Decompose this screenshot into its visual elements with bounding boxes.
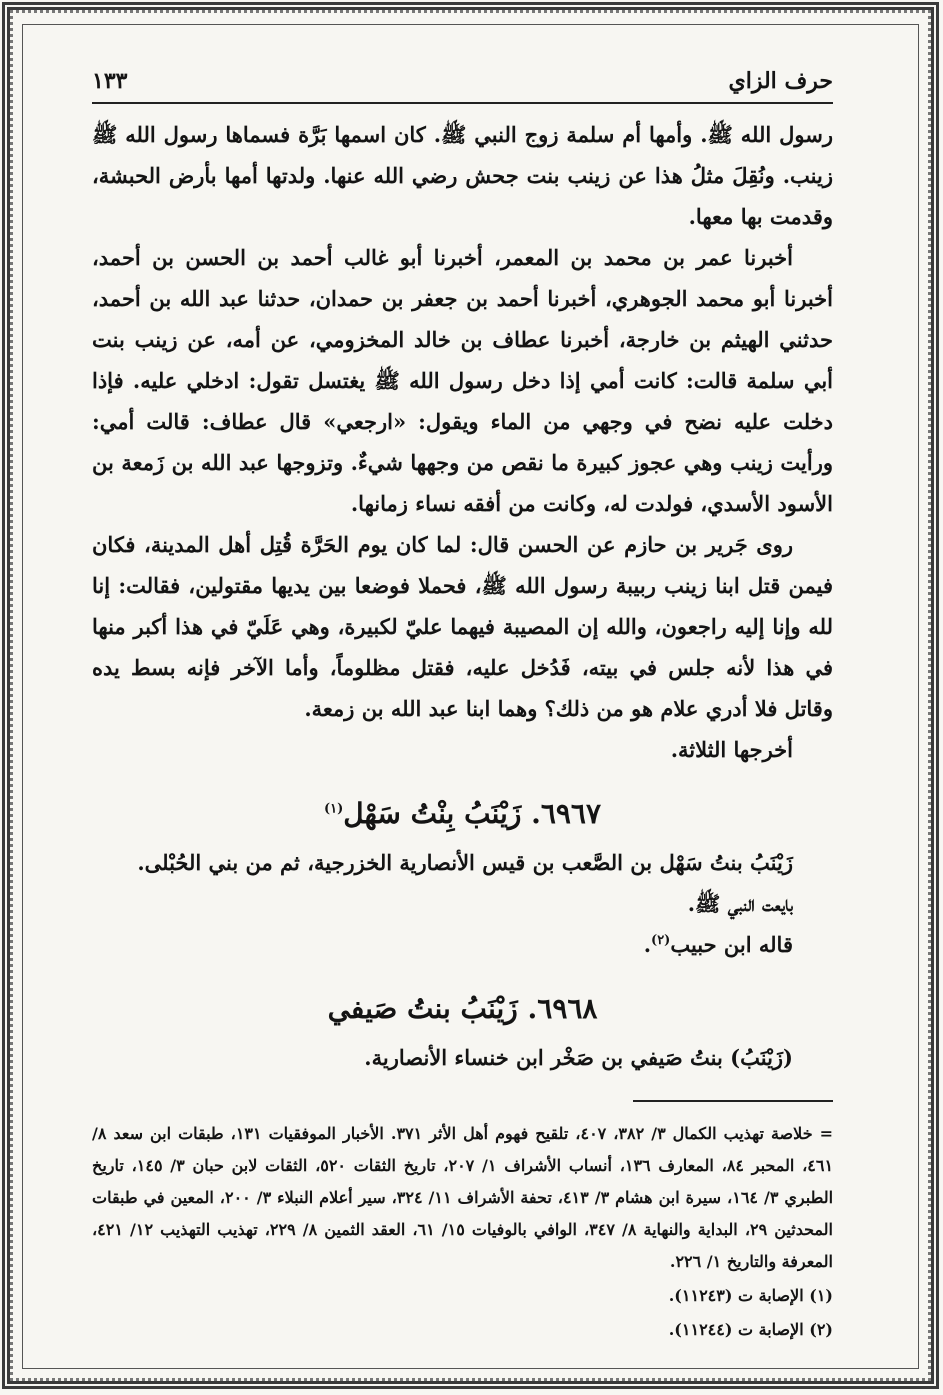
entry-6967-line-2: بايعت النبي ﷺ.	[687, 891, 793, 916]
footnote-separator	[633, 1100, 833, 1102]
entry-6967-line-1: زَيْنَبُ بنتُ سَهْل بن الصَّعب بن قيس الأنصارية الخزرجية، ثم من بني الحُبْلى.	[137, 850, 793, 875]
page-content	[92, 68, 833, 1346]
footnote-continued: = خلاصة تهذيب الكمال ٣/ ٣٨٢، ٤٠٧، تلقيح فهوم أهل الأثر ٣٧١. الأخبار الموفقيات ١٣١، طبقات ابن سعد ٨/ ٤٦١، المحبر ٨٤، المعارف ١٣٦، أنساب الأشراف ١/ ٢٠٧، تاريخ الثقات ٥٢٠، الثقات لابن حبان ٣/ ١٤٥، تاريخ الطبري ٣/ ١٦٤، سيرة ابن هشام ٣/ ٤١٣، تحفة الأشراف ١١/ ٣٢٤، سير أعلام النبلاء ٣/ ٢٠٠، المعين في طبقات المحدثين ٢٩، البداية والنهاية ٨/ ٣٤٧، الوافي بالوفيات ١٥/ ٦١، العقد الثمين ٨/ ٢٢٩، تهذيب التهذيب ١٢/ ٤٢١، المعرفة والتاريخ ١/ ٢٢٦.	[92, 1124, 834, 1271]
footnote-marker-2: (٢)	[651, 933, 671, 948]
running-header	[92, 68, 833, 104]
entry-6968-line-1: (زَيْنَبُ) بنتُ صَيفي بن صَخْر ابن خنساء الأنصارية.	[364, 1045, 793, 1070]
entry-heading-text: ٦٩٦٧. زَيْنَبُ بِنْتُ سَهْل	[343, 797, 601, 830]
footnote-marker-1: (١)	[323, 801, 344, 817]
paragraph-1: رسول الله ﷺ. وأمها أم سلمة زوج النبي ﷺ. كان اسمها بَرَّة فسماها رسول الله ﷺ زينب. ونُقِلَ مثلُ هذا عن زينب بنت جحش رضي الله عنها. ولدتها أمها بأرض الحبشة، وقدمت بها معها.	[92, 122, 833, 229]
entry-6967-line-3-end: .	[643, 932, 652, 957]
page-number: ١٣٣	[92, 68, 128, 94]
entry-6967-line-3	[92, 924, 833, 965]
entry-heading-6968: ٦٩٦٨. زَيْنَبُ بنتُ صَيفي	[327, 992, 598, 1025]
paragraph-3: روى جَرير بن حازم عن الحسن قال: لما كان يوم الحَرَّة قُتِل أهل المدينة، فكان فيمن قتل ابنا زينب ربيبة رسول الله ﷺ، فحملا فوضعا بين يديها مقتولين، فقالت: إنا لله وإنا إليه راجعون، والله إن المصيبة فيهما عليّ لكبيرة، وهي عَلَيّ في هذا أكبر منها في هذا لأنه جلس في بيته، فَدُخل عليه، فقتل مظلوماً، وأما الآخر فإنه بسط يده وقاتل فلا أدري علام هو من ذلك؟ وهما ابنا عبد الله بن زمعة.	[92, 532, 834, 721]
entry-6967-line-3-text: قاله ابن حبيب	[670, 932, 793, 957]
entry-heading-6967	[92, 792, 833, 836]
paragraph-2: أخبرنا عمر بن محمد بن المعمر، أخبرنا أبو غالب أحمد بن الحسن بن أحمد، أخبرنا أبو محمد الجوهري، أخبرنا أحمد بن جعفر بن حمدان، حدثنا عبد الله بن أحمد، حدثني الهيثم بن خارجة، أخبرنا عطاف بن خالد المخزومي، عن أمه، عن زينب بنت أبي سلمة قالت: كانت أمي إذا دخل رسول الله ﷺ يغتسل تقول: ادخلي عليه. فإذا دخلت عليه نضح في وجهي من الماء ويقول: «ارجعي» قال عطاف: قالت أمي: ورأيت زينب وهي عجوز كبيرة ما نقص من وجهها شيءٌ. وتزوجها عبد الله بن زَمعة بن الأسود الأسدي، فولدت له، وكانت من أفقه نساء زمانها.	[92, 245, 833, 516]
paragraph-4: أخرجها الثلاثة.	[670, 737, 793, 762]
footnote-1: (١) الإصابة ت (١١٢٤٣).	[668, 1286, 833, 1305]
footnote-2: (٢) الإصابة ت (١١٢٤٤).	[668, 1320, 833, 1339]
section-title: حرف الزاي	[728, 68, 833, 94]
